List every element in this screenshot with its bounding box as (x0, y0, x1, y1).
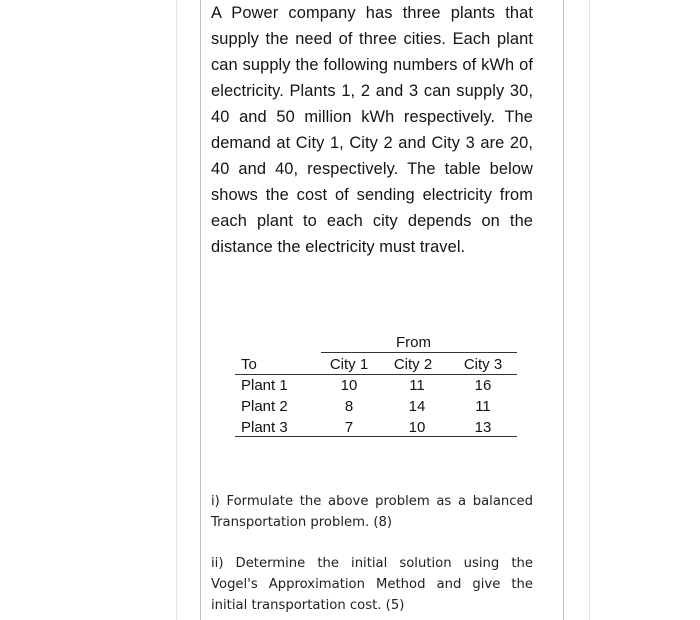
table-header-rule (235, 374, 517, 375)
table-row-label: Plant 1 (241, 377, 288, 394)
table-cell: 16 (474, 377, 492, 394)
table-group-rule (321, 352, 517, 353)
table-row-label: Plant 3 (241, 419, 288, 436)
table-corner-header: To (241, 356, 257, 373)
table-cell: 11 (475, 398, 491, 415)
table-column-header: City 3 (463, 356, 503, 373)
table-cell: 7 (344, 419, 354, 436)
table-cell: 10 (340, 377, 358, 394)
table-row-label: Plant 2 (241, 398, 288, 415)
question-2: ii) Determine the initial solution using the Vogel's Approximation Method and give the initial transportation cost. (5) (211, 556, 533, 613)
table-cell: 10 (408, 419, 426, 436)
question-1: i) Formulate the above problem as a balanced Transportation problem. (8) (211, 494, 533, 530)
table-column-header: City 1 (329, 356, 369, 373)
problem-statement: A Power company has three plants that supply the need of three cities. Each plant can supply the following numbers of kWh of electricity. Plants 1, 2 and 3 can supply 30, 40 and 50 million kWh respectively. The demand at City 1, City 2 and City 3 are 20, 40 and 40, respectively. The table below shows the cost of sending electricity from each plant to each city depends on the distance the electricity must travel. (211, 4, 533, 256)
table-cell: 14 (408, 398, 426, 415)
table-cell: 13 (474, 419, 492, 436)
table-cell: 11 (409, 377, 425, 394)
table-group-header: From (396, 334, 431, 351)
table-cell: 8 (344, 398, 354, 415)
table-bottom-rule (235, 436, 517, 437)
table-column-header: City 2 (393, 356, 433, 373)
